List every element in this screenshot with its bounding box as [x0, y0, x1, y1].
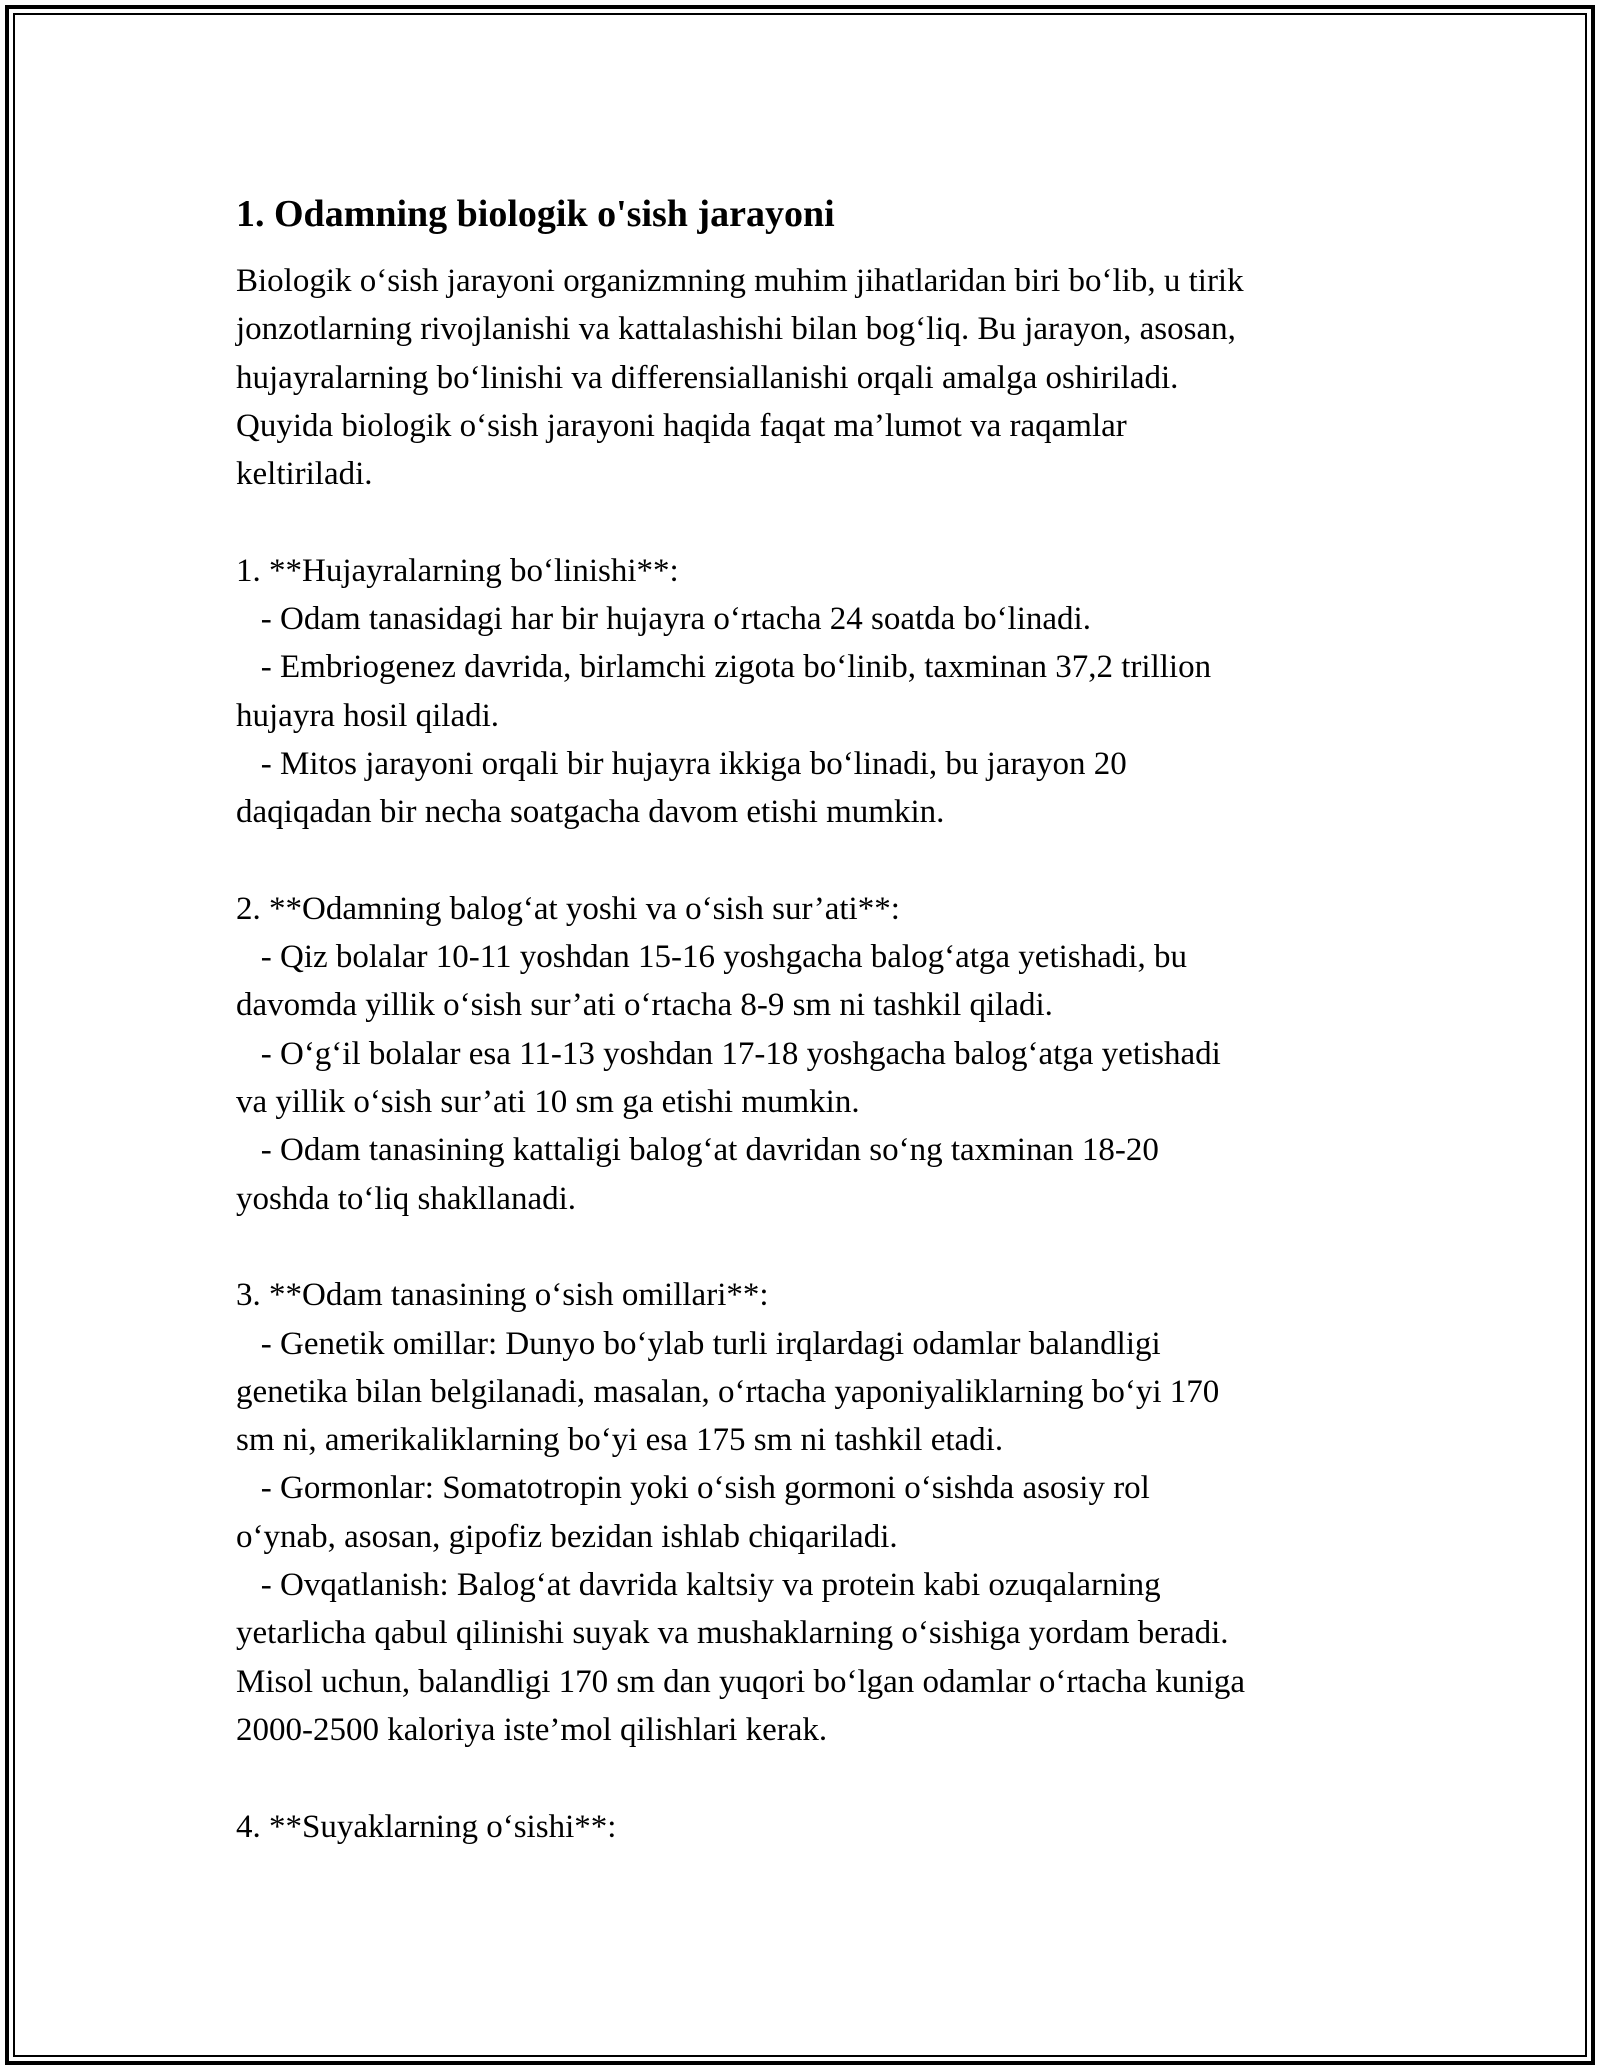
- document-body: [236, 185, 1386, 1851]
- intro-paragraph: [236, 257, 1386, 498]
- text-line: o‘ynab, asosan, gipofiz bezidan ishlab chiqariladi.: [236, 1518, 898, 1555]
- text-line: - Mitos jarayoni orqali bir hujayra ikkiga bo‘linadi, bu jarayon 20: [236, 745, 1127, 782]
- text-line: - Odam tanasidagi har bir hujayra o‘rtacha 24 soatda bo‘linadi.: [236, 601, 1091, 638]
- blank-line: [236, 1754, 1386, 1802]
- document-title: 1. Odamning biologik o's​ish jarayoni: [236, 193, 835, 235]
- blank-line: [236, 1223, 1386, 1271]
- text-line: yetarlicha qabul qilinishi suyak va mushaklarning o‘sishiga yordam beradi.: [236, 1615, 1229, 1652]
- text-line: - Qiz bolalar 10-11 yoshdan 15-16 yoshgacha balog‘atga yetishadi, bu: [236, 939, 1187, 976]
- blank-line: [236, 837, 1386, 885]
- text-line: - Odam tanasining kattaligi balog‘at davridan so‘ng taxminan 18-20: [236, 1132, 1159, 1169]
- text-line: Biologik o‘sish jarayoni organizmning muhim jihatlaridan biri bo‘lib, u tirik: [236, 263, 1244, 299]
- text-line: hujayralarning bo‘linishi va differensiallanishi orqali amalga oshiriladi.: [236, 359, 1179, 396]
- text-line: daqiqadan bir necha soatgacha davom etishi mumkin.: [236, 794, 945, 831]
- section-heading: 1. **Hujayralarning bo‘linishi**:: [236, 552, 679, 589]
- blank-line: [236, 498, 1386, 546]
- text-line: yoshda to‘liq shakllanadi.: [236, 1180, 577, 1217]
- text-line: va yillik o‘sish sur’ati 10 sm ga etishi mumkin.: [236, 1084, 860, 1121]
- text-line: hujayra hosil qiladi.: [236, 697, 500, 734]
- text-line: genetika bilan belgilanadi, masalan, o‘rtacha yaponiyaliklarning bo‘yi 170: [236, 1373, 1220, 1410]
- text-line: 2000-2500 kaloriya iste’mol qilishlari kerak.: [236, 1711, 828, 1748]
- section-heading: 2. **Odamning balog‘at yoshi va o‘sish sur’ati**:: [236, 890, 900, 927]
- section-growth-factors: [236, 1271, 1386, 1754]
- section-cell-division: [236, 547, 1386, 837]
- section-bone-growth: [236, 1803, 1386, 1851]
- section-heading: 4. **Suyaklarning o‘sishi**:: [236, 1808, 617, 1845]
- text-line: Quyida biologik o‘sish jarayoni haqida faqat ma’lumot va raqamlar: [236, 407, 1127, 444]
- text-line: - Ovqatlanish: Balog‘at davrida kaltsiy va protein kabi ozuqalarning: [236, 1567, 1161, 1604]
- text-line: keltiriladi.: [236, 456, 373, 493]
- text-line: davomda yillik o‘sish sur’ati o‘rtacha 8-9 sm ni tashkil qiladi.: [236, 987, 1053, 1024]
- text-line: - Gormonlar: Somatotropin yoki o‘sish gormoni o‘sishda asosiy rol: [236, 1470, 1150, 1507]
- section-puberty-growth: [236, 885, 1386, 1223]
- text-line: jonzotlarning rivojlanishi va kattalashishi bilan bog‘liq. Bu jarayon, asosan,: [236, 311, 1236, 348]
- section-heading: 3. **Odam tanasining o‘sish omillari**:: [236, 1277, 769, 1314]
- text-line: - O‘g‘il bolalar esa 11-13 yoshdan 17-18 yoshgacha balog‘atga yetishadi: [236, 1035, 1221, 1072]
- text-line: - Embriogenez davrida, birlamchi zigota bo‘linib, taxminan 37,2 trillion: [236, 649, 1212, 686]
- text-line: Misol uchun, balandligi 170 sm dan yuqori bo‘lgan odamlar o‘rtacha kuniga: [236, 1663, 1246, 1700]
- text-line: - Genetik omillar: Dunyo bo‘ylab turli irqlardagi odamlar balandligi: [236, 1325, 1161, 1362]
- text-line: sm ni, amerikaliklarning bo‘yi esa 175 sm ni tashkil etadi.: [236, 1422, 1004, 1459]
